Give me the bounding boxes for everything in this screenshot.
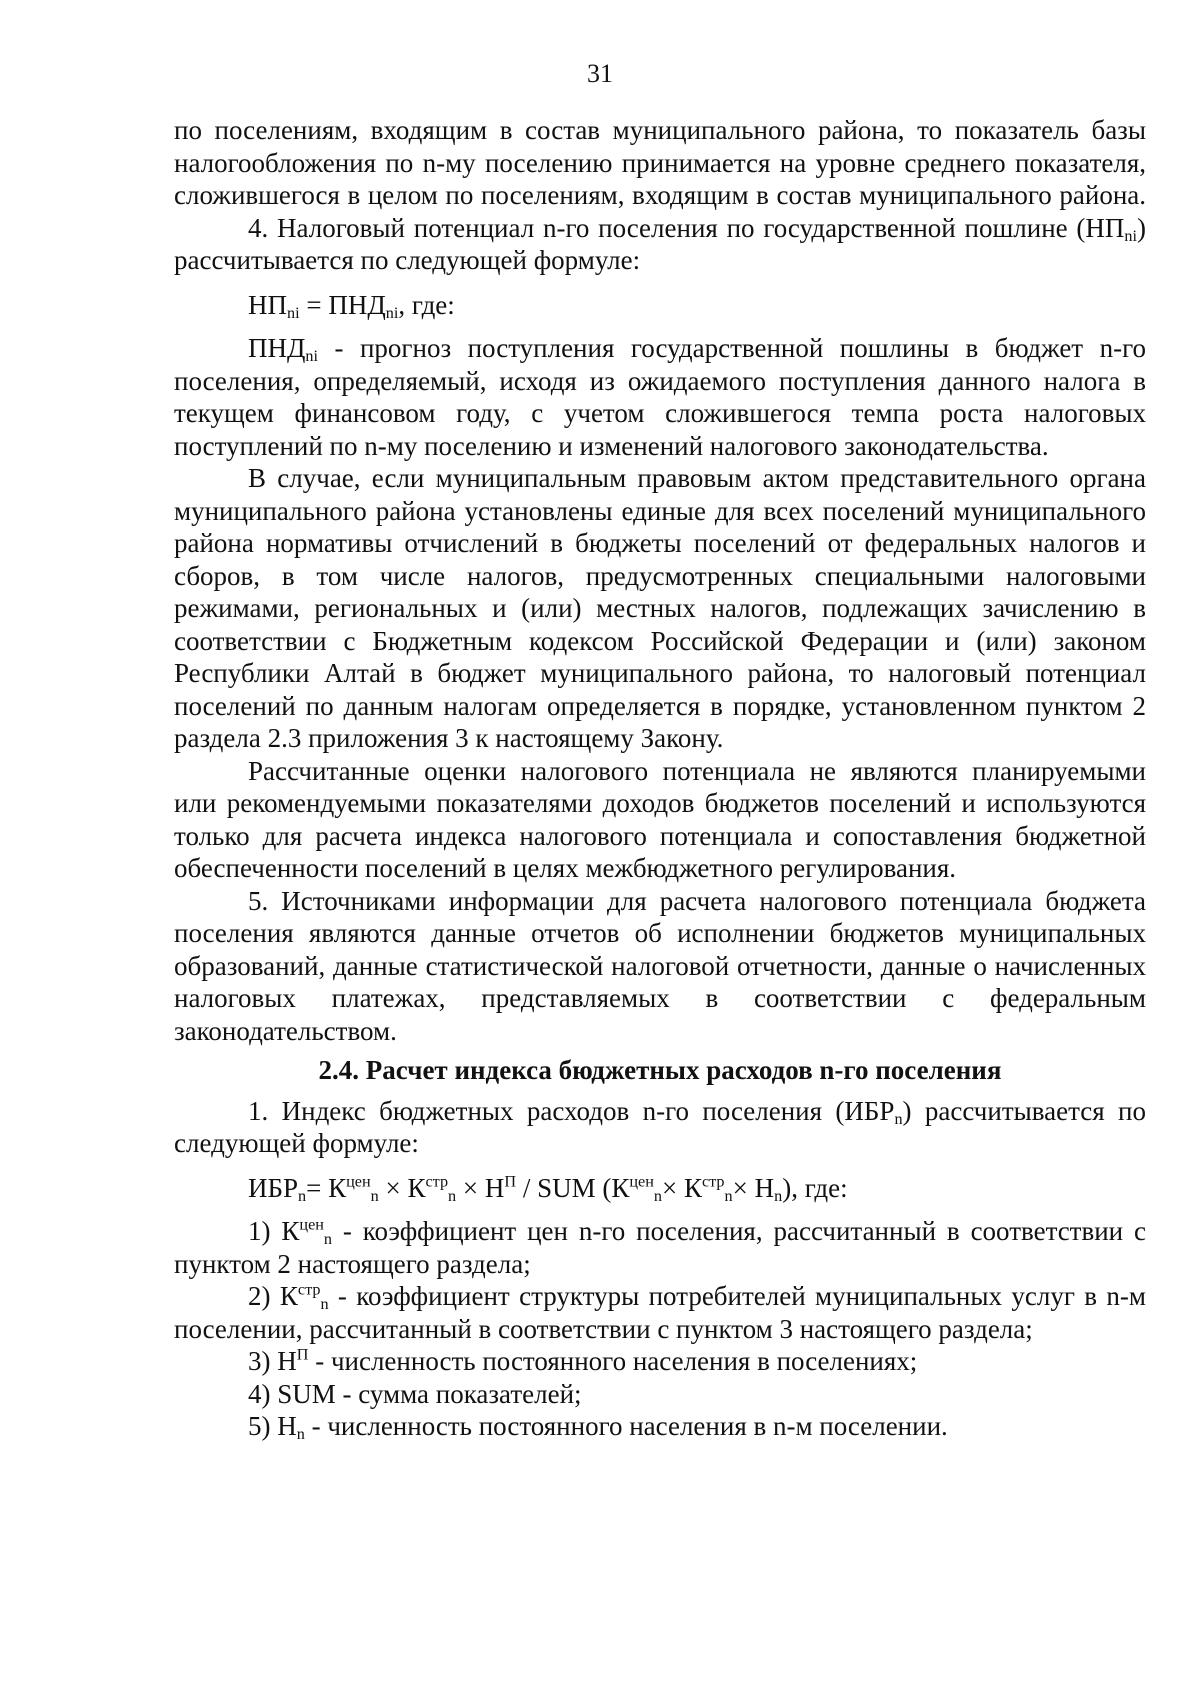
paragraph-ibr-intro: 1. Индекс бюджетных расходов n-го поселения $(ИБР_n)$ рассчитывается по следующей формуле: <box>174 1095 1146 1158</box>
page-number: 31 <box>587 59 613 88</box>
formula-ibr: $ИБР_n= К^{цен}_n \times К^{стр}_n \times Н^П$ / SUM $(К^{цен}_n\times К^{стр}_n\times Н_n)$, где: <box>248 1171 848 1205</box>
list-item-3: 3) $Н^П$ - численность постоянного населения в поселениях; <box>248 1345 918 1376</box>
document-body <box>174 114 1146 1443</box>
formula-np: $НП_{ni} = ПНД_{ni}$, где: <box>248 289 455 322</box>
section-heading: 2.4. Расчет индекса бюджетных расходов n-го поселения <box>318 1055 1002 1085</box>
list-item-4: 4) SUM - сумма показателей; <box>248 1378 582 1409</box>
paragraph-estimates: Рассчитанные оценки налогового потенциала не являются планируемыми или рекомендуемыми показателями доходов бюджетов поселений и используются только для расчета индекса налогового потенциала и сопоставления бюджетной обеспеченности поселений в целях межбюджетного регулирования. <box>174 755 1146 883</box>
list-item-1: 1) $К^{цен}_n$ - коэффициент цен n-го поселения, рассчитанный в соответствии с пунктом 2 настоящего раздела; <box>174 1215 1147 1279</box>
paragraph-continuation: по поселениям, входящим в состав муниципального района, то показатель базы налогообложения по n-му поселению принимается на уровне среднего показателя, сложившегося в целом по поселениям, входящим в состав муниципального района. <box>174 115 1146 210</box>
list-item-5: 5) $Н_n$ - численность постоянного населения в n-м поселении. <box>248 1411 948 1444</box>
paragraph-item-5: 5. Источниками информации для расчета налогового потенциала бюджета поселения являются данные отчетов об исполнении бюджетов муниципальных образований, данные статистической налоговой отчетности, данные о начисленных налоговых платежах, представляемых в соответствии с федеральным законодательством. <box>174 885 1146 1046</box>
paragraph-pnd-definition: $ПНД_{ni}$ - прогноз поступления государственной пошлины в бюджет n-го поселения, определяемый, исходя из ожидаемого поступления данного налога в текущем финансовом году, с учетом сложившегося темпа роста налоговых поступлений по n-му поселению и изменений налогового законодательства. <box>174 333 1146 461</box>
list-item-2: 2) $К^{стр}_n$ - коэффициент структуры потребителей муниципальных услуг в n-м поселении, рассчитанный в соответствии с пунктом 3 настоящего раздела; <box>174 1280 1146 1344</box>
paragraph-normatives: В случае, если муниципальным правовым актом представительного органа муниципального района установлены единые для всех поселений муниципального района нормативы отчислений в бюджеты поселений от федеральных налогов и сборов, в том числе налогов, предусмотренных специальными налоговыми режимами, региональных и (или) местных налогов, подлежащих зачислению в соответствии с Бюджетным кодексом Российской Федерации и (или) законом Республики Алтай в бюджет муниципального района, то налоговый потенциал поселений по данным налогам определяется в порядке, установленном пунктом 2 раздела 2.3 приложения 3 к настоящему Закону. <box>174 463 1146 753</box>
paragraph-item-4: 4. Налоговый потенциал n-го поселения по государственной пошлине $(НП_{ni})$ рассчитывается по следующей формуле: <box>174 212 1146 275</box>
